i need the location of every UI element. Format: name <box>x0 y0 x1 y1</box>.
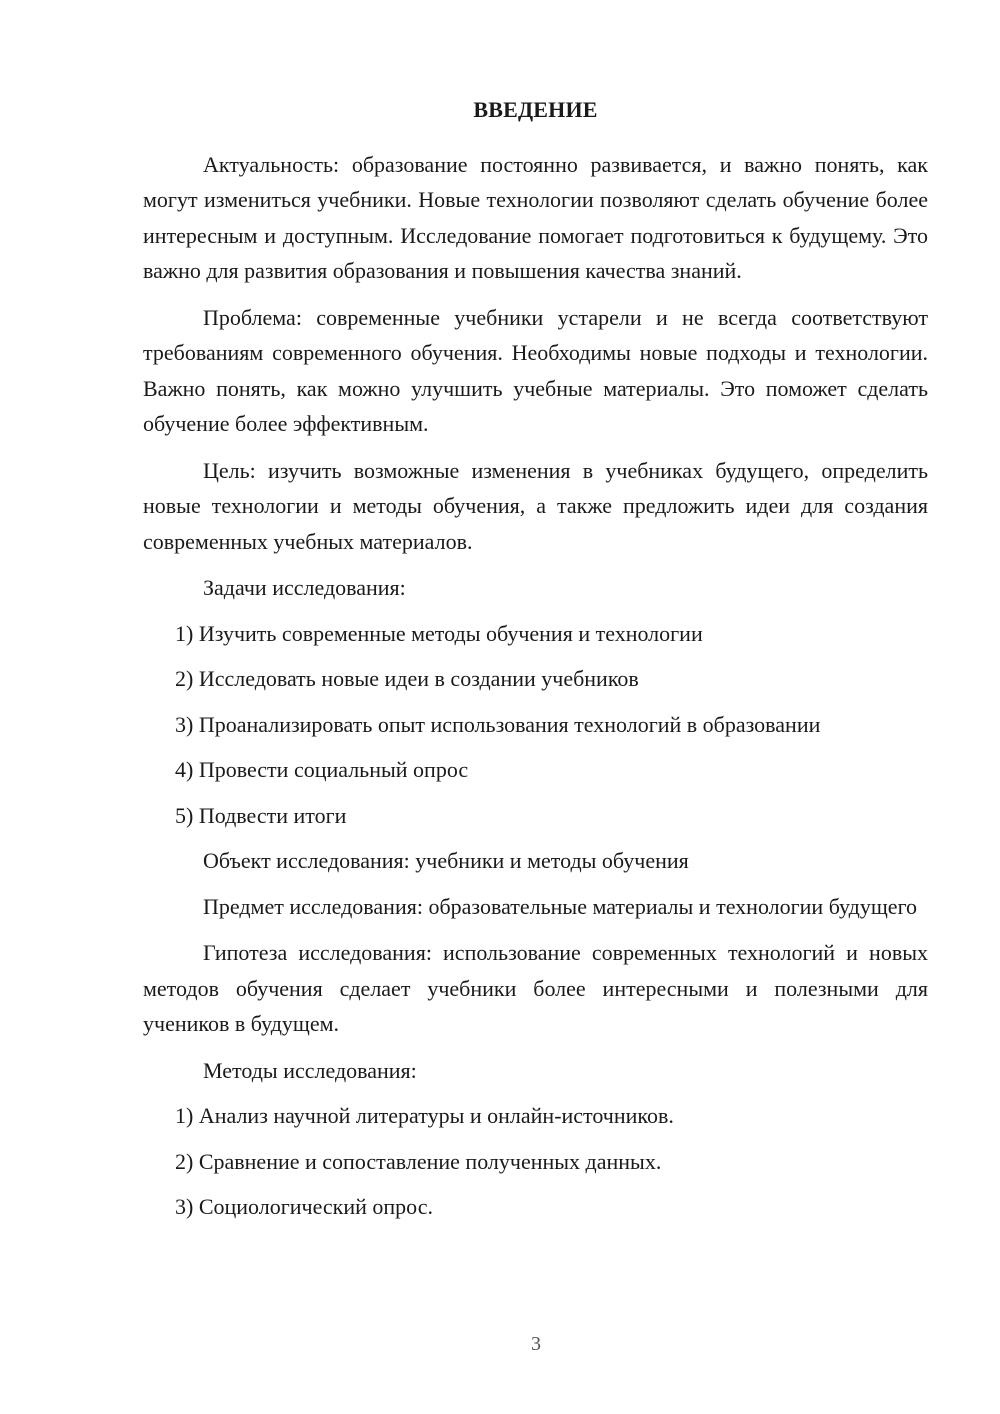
page-number: 3 <box>531 1333 541 1355</box>
section-heading: ВВЕДЕНИЕ <box>473 97 598 122</box>
list-item: 1) Изучить современные методы обучения и технологии <box>175 620 703 646</box>
hypothesis-paragraph: Гипотеза исследования: использование современных технологий и новых методов обучения сделает учебники более интересными и полезными для учеников в будущем. <box>143 940 928 1036</box>
list-item: 5) Подвести итоги <box>175 802 347 828</box>
list-item: 3) Социологический опрос. <box>175 1194 433 1219</box>
list-item: 1) Анализ научной литературы и онлайн-источников. <box>175 1103 674 1128</box>
object-paragraph: Объект исследования: учебники и методы обучения <box>203 848 689 873</box>
tasks-title: Задачи исследования: <box>203 575 406 600</box>
list-item: 2) Сравнение и сопоставление полученных данных. <box>175 1148 662 1174</box>
list-item: 2) Исследовать новые идеи в создании учебников <box>175 666 639 691</box>
methods-title: Методы исследования: <box>203 1057 417 1083</box>
problem-paragraph: Проблема: современные учебники устарели и не всегда соответствуют требованиям современного обучения. Необходимы новые подходы и технологии. Важно понять, как можно улучшить учебные материалы. Это поможет сделать обучение более эффективным. <box>143 304 928 436</box>
methods-list <box>143 1098 928 1225</box>
relevance-paragraph: Актуальность: образование постоянно развивается, и важно понять, как могут измениться учебники. Новые технологии позволяют сделать обучение более интересным и доступным. Исследование помогает подготовиться к будущему. Это важно для развития образования и повышения качества знаний. <box>143 151 928 283</box>
goal-paragraph: Цель: изучить возможные изменения в учебниках будущего, определить новые технологии и методы обучения, а также предложить идеи для создания современных учебных материалов. <box>143 457 928 554</box>
list-item: 4) Провести социальный опрос <box>175 757 469 782</box>
list-item: 3) Проанализировать опыт использования технологий в образовании <box>175 711 821 737</box>
tasks-list <box>143 616 928 834</box>
subject-paragraph: Предмет исследования: образовательные материалы и технологии будущего <box>203 893 918 919</box>
page-content <box>143 92 928 1235</box>
